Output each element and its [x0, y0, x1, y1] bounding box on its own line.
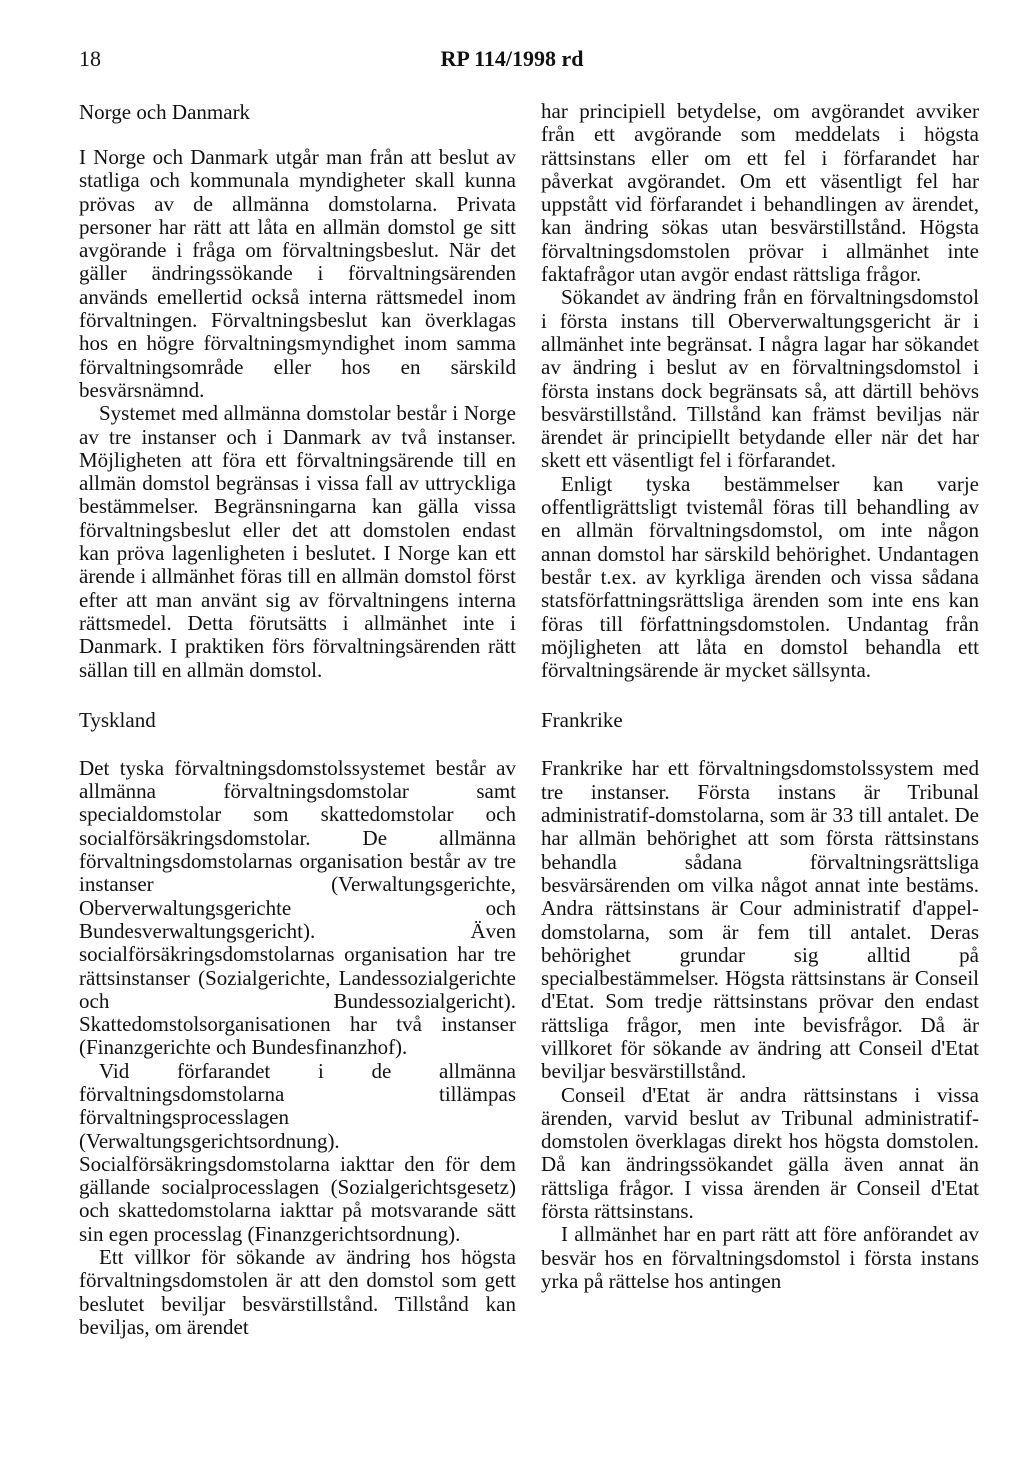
paragraph: Sökandet av ändring från en förvaltningsdomstol i första instans till Oberverwaltungsgericht är i allmänhet inte begränsat. I några lagar har sökandet av ändring i beslut av en förvaltningsdomstol i första instans dock begränsats så, att därtill behövs besvärstillstånd. Tillstånd kan främst beviljas när ärendet är principiellt betydande eller när det har skett ett väsentligt fel i förfarandet.: [541, 285, 979, 473]
right-column: [541, 100, 979, 1293]
paragraph: Frankrike har ett förvaltningsdomstolssystem med tre instanser. Första instans är Tribunal administratif-domstolarna, som är 33 till antalet. De har allmän behörighet att som första rättsinstans behandla sådana förvaltningsrättsliga besvärsärenden om vilka något annat inte bestäms. Andra rättsinstans är Cour administratif d'appel-domstolarna, som är fem till antalet. Deras behörighet grundar sig alltid på specialbestämmelser. Högsta rättsinstans är Conseil d'Etat. Som tredje rättsinstans prövar den endast rättsliga frågor, men inte bevisfrågor. Då är villkoret för sökande av ändring att Conseil d'Etat beviljar besvärstillstånd.: [541, 756, 979, 1084]
section-heading-tyskland: Tyskland: [79, 707, 156, 732]
paragraph-continuation: har principiell betydelse, om avgörandet avviker från ett avgörande som meddelats i högsta rättsinstans eller om ett fel i förfarandet har påverkat avgörandet. Om ett väsentligt fel har uppstått vid förfarandet i behandlingen av ärendet, kan ändring sökas utan besvärstillstånd. Högsta förvaltningsdomstolen prövar i allmänhet inte faktafrågor utan avgör endast rättsliga frågor.: [541, 99, 979, 287]
paragraph: Enligt tyska bestämmelser kan varje offentligrättsligt tvistemål föras till behandling av en allmän förvaltningsdomstol, om inte någon annan domstol har särskild behörighet. Undantagen består t.ex. av kyrkliga ärenden och vissa sådana statsförfattningsrättsliga ärenden som inte ens kan föras till författningsdomstolen. Undantag från möjligheten att låta en domstol behandla ett förvaltningsärende är mycket sällsynta.: [541, 471, 979, 683]
paragraph: Systemet med allmänna domstolar består i Norge av tre instanser och i Danmark av två instanser. Möjligheten att föra ett förvaltningsärende till en allmän domstol begränsas i vissa fall av uttryckliga bestämmelser. Begränsningarna kan gälla vissa förvaltningsbeslut eller det att domstolen endast kan pröva lagenligheten i beslutet. I Norge kan ett ärende i allmänhet föras till en allmän domstol först efter att man använt sig av förvaltningens interna rättsmedel. Detta förutsätts i allmänhet inte i Danmark. I praktiken förs förvaltningsärenden rätt sällan till en allmän domstol.: [79, 401, 516, 682]
paragraph: Det tyska förvaltningsdomstolssystemet består av allmänna förvaltningsdomstolar samt specialdomstolar som skattedomstolar och socialförsäkringsdomstolar. De allmänna förvaltningsdomstolarnas organisation består av tre instanser (Verwaltungsgerichte, Oberverwaltungsgerichte och Bundesverwaltungsgericht). Även socialförsäkringsdomstolarnas organisation har tre rättsinstanser (Sozialgerichte, Landessozialgerichte och Bundessozialgericht). Skattedomstolsorganisationen har två instanser (Finanzgerichte och Bundesfinanzhof).: [79, 755, 516, 1060]
paragraph: Ett villkor för sökande av ändring hos högsta förvaltningsdomstolen är att den domstol som gett beslutet beviljar besvärstillstånd. Tillstånd kan beviljas, om ärendet: [79, 1245, 516, 1339]
left-column: [79, 100, 516, 1339]
paragraph: Conseil d'Etat är andra rättsinstans i vissa ärenden, varvid beslut av Tribunal administratif-domstolen överklagas direkt hos högsta domstolen. Då kan ändringssökandet gälla även annat än rättsliga frågor. I vissa ärenden är Conseil d'Etat första rättsinstans.: [541, 1082, 979, 1224]
document-id: RP 114/1998 rd: [440, 46, 584, 71]
section-heading-frankrike: Frankrike: [541, 708, 623, 733]
page-number: 18: [79, 46, 101, 71]
paragraph: I allmänhet har en part rätt att före anförandet av besvär hos en förvaltningsdomstol i första instans yrka på rättelse hos antingen: [541, 1222, 979, 1293]
paragraph: I Norge och Danmark utgår man från att beslut av statliga och kommunala myndigheter skall kunna prövas av de allmänna domstolarna. Privata personer har rätt att låta en allmän domstol ge sitt avgörande i fråga om förvaltningsbeslut. När det gäller ändringssökande i förvaltningsärenden används emellertid också interna rättsmedel inom förvaltningen. Förvaltningsbeslut kan överklagas hos en högre förvaltningsmyndighet inom samma förvaltningsområde eller hos en särskild besvärsnämnd.: [79, 145, 516, 402]
paragraph: Vid förfarandet i de allmänna förvaltningsdomstolarna tillämpas förvaltningsprocesslagen (Verwaltungsgerichtsordnung). Socialförsäkringsdomstolarna iakttar den för dem gällande socialprocesslagen (Sozialgerichtsgesetz) och skattedomstolarna iakttar på motsvarande sätt sin egen processlag (Finanzgerichtsordnung).: [79, 1058, 516, 1246]
section-heading-norge-och-danmark: Norge och Danmark: [79, 100, 251, 124]
